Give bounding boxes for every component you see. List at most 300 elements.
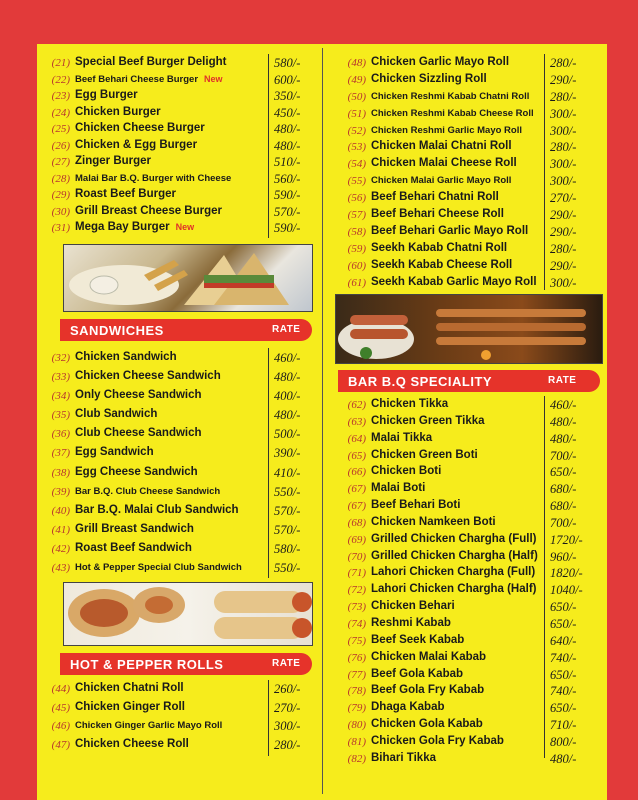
item-name-text: Beef Behari Boti — [371, 499, 461, 512]
item-number: (80) — [347, 719, 366, 732]
item-number: (61) — [347, 276, 366, 289]
item-number: (48) — [347, 57, 366, 69]
item-price: 500/- — [274, 427, 301, 442]
item-price: 390/- — [274, 446, 301, 461]
item-name — [371, 718, 483, 730]
menu-item — [42, 542, 312, 561]
item-name-text: Chicken Green Tikka — [371, 414, 485, 427]
menu-item — [338, 617, 600, 634]
item-number: (34) — [51, 390, 70, 403]
item-name — [75, 74, 223, 85]
item-price: 600/- — [274, 72, 301, 87]
item-number: (56) — [347, 192, 366, 205]
item-name — [75, 205, 222, 217]
item-number: (28) — [51, 172, 70, 185]
item-name — [75, 701, 185, 713]
item-name — [371, 566, 535, 578]
item-name-text: Chicken Green Boti — [371, 448, 478, 461]
item-name-text: Chicken Reshmi Garlic Mayo Roll — [371, 124, 522, 136]
menu-item — [338, 634, 600, 651]
item-price: 290/- — [550, 224, 577, 239]
item-price: 680/- — [550, 482, 577, 497]
menu-item — [42, 370, 312, 389]
item-price: 290/- — [550, 72, 577, 87]
item-name — [371, 516, 496, 528]
item-name-text: Egg Burger — [75, 89, 138, 101]
item-name — [371, 752, 436, 764]
item-name-text: Beef Gola Fry Kabab — [371, 684, 485, 697]
item-price: 510/- — [274, 155, 301, 169]
item-name — [75, 122, 205, 134]
menu-item — [42, 89, 312, 106]
item-price: 400/- — [274, 389, 301, 404]
item-name — [75, 155, 151, 167]
item-price: 480/- — [550, 414, 577, 429]
item-name — [75, 56, 226, 68]
item-price: 280/- — [550, 56, 577, 70]
item-name — [371, 191, 499, 203]
menu-item — [42, 73, 312, 90]
item-name-text: Chicken Cheese Roll — [75, 738, 189, 751]
item-number: (51) — [347, 107, 366, 120]
item-name — [75, 408, 157, 420]
bbq-title: BAR B.Q SPECIALITY — [348, 374, 493, 389]
item-name-text: Chicken Behari — [371, 600, 455, 613]
item-name-text: Beef Gola Kabab — [371, 667, 464, 680]
menu-item — [42, 485, 312, 504]
item-name-text: Only Cheese Sandwich — [75, 389, 202, 402]
menu-item — [42, 106, 312, 123]
sandwiches-header — [60, 319, 312, 341]
item-name-text: Reshmi Kabab — [371, 616, 451, 629]
item-price: 300/- — [550, 157, 577, 172]
item-name — [75, 389, 202, 401]
item-number: (52) — [347, 124, 366, 137]
item-name-text: Chicken Garlic Mayo Roll — [371, 56, 510, 68]
item-number: (47) — [51, 739, 70, 752]
item-price: 680/- — [550, 499, 577, 514]
menu-item — [338, 242, 600, 259]
item-price: 410/- — [274, 465, 301, 480]
item-name — [75, 504, 239, 516]
sandwich-list — [42, 351, 312, 580]
item-number: (79) — [347, 702, 366, 715]
item-price: 350/- — [274, 89, 301, 103]
menu-item — [338, 415, 600, 432]
item-number: (42) — [51, 542, 70, 555]
item-name-text: Roast Beef Sandwich — [75, 541, 192, 554]
menu-item — [338, 449, 600, 466]
item-number: (36) — [51, 428, 70, 441]
item-name-text: Beef Seek Kabab — [371, 633, 465, 646]
item-name — [371, 140, 512, 152]
item-name — [75, 542, 192, 554]
item-name-text: Chicken Gola Kabab — [371, 718, 483, 731]
item-name-text: Bihari Tikka — [371, 751, 436, 764]
item-number: (57) — [347, 209, 366, 222]
item-name-text: Malai Bar B.Q. Burger with Cheese — [75, 172, 232, 184]
item-name — [371, 125, 522, 136]
item-name — [75, 188, 176, 200]
item-number: (24) — [51, 106, 70, 119]
item-price: 280/- — [550, 140, 577, 155]
item-name-text: Club Cheese Sandwich — [75, 427, 202, 440]
item-name-text: Chicken Ginger Garlic Mayo Roll — [75, 720, 223, 732]
menu-item — [338, 600, 600, 617]
item-name-text: Beef Behari Chatni Roll — [371, 191, 499, 204]
menu-item — [338, 398, 600, 415]
item-number: (60) — [347, 259, 366, 272]
item-number: (55) — [347, 175, 366, 188]
item-number: (74) — [347, 617, 366, 630]
menu-item — [338, 259, 600, 276]
item-number: (49) — [347, 73, 366, 86]
item-name — [75, 351, 177, 363]
menu-item — [338, 668, 600, 685]
item-name-text: Beef Behari Cheese Burger — [75, 73, 199, 85]
item-number: (78) — [347, 685, 366, 698]
item-price: 580/- — [274, 56, 301, 70]
menu-item — [42, 221, 312, 238]
item-number: (65) — [347, 449, 366, 462]
item-name — [75, 466, 198, 478]
item-number: (21) — [51, 57, 70, 69]
item-name — [75, 139, 197, 151]
item-name — [371, 583, 537, 595]
menu-item — [42, 155, 312, 172]
item-name-text: Chicken Malai Garlic Mayo Roll — [371, 175, 512, 187]
item-price: 960/- — [550, 549, 577, 564]
item-name — [371, 684, 484, 696]
item-number: (62) — [347, 399, 366, 411]
item-name — [371, 415, 485, 427]
item-name-text: Chicken Tikka — [371, 398, 449, 410]
item-price: 270/- — [550, 191, 577, 206]
item-name-text: Egg Cheese Sandwich — [75, 465, 198, 478]
item-price: 650/- — [550, 600, 577, 615]
item-number: (66) — [347, 466, 366, 479]
item-name — [371, 668, 463, 680]
item-name-text: Chicken Boti — [371, 465, 442, 478]
menu-item — [42, 701, 312, 720]
menu-item — [338, 56, 600, 73]
sandwich-photo — [63, 244, 313, 312]
item-name-text: Dhaga Kabab — [371, 701, 445, 714]
item-name-text: Mega Bay Burger — [75, 221, 170, 233]
item-name-text: Chicken Ginger Roll — [75, 700, 185, 713]
item-price: 590/- — [274, 188, 301, 202]
item-price: 550/- — [274, 561, 301, 576]
menu-item — [42, 351, 312, 370]
item-price: 570/- — [274, 204, 301, 219]
item-number: (43) — [51, 562, 70, 575]
menu-item — [338, 157, 600, 174]
menu-item — [42, 172, 312, 189]
menu-item — [42, 466, 312, 485]
item-name — [371, 157, 517, 169]
item-name — [371, 259, 512, 271]
item-price: 450/- — [274, 105, 301, 120]
item-number: (68) — [347, 516, 366, 529]
item-number: (59) — [347, 242, 366, 255]
item-name-text: Chicken Chatni Roll — [75, 682, 184, 694]
item-price: 290/- — [550, 208, 577, 223]
item-name — [75, 682, 184, 694]
item-number: (31) — [51, 222, 70, 234]
menu-item — [338, 465, 600, 482]
item-name — [371, 91, 529, 102]
item-name — [371, 634, 464, 646]
menu-item — [42, 205, 312, 222]
item-number: (67) — [347, 483, 366, 496]
item-name-text: Chicken Malai Chatni Roll — [371, 140, 512, 153]
item-name — [371, 482, 425, 494]
menu-item — [338, 701, 600, 718]
item-name — [371, 208, 504, 220]
item-price: 740/- — [550, 684, 577, 699]
item-name — [371, 735, 504, 747]
item-number: (33) — [51, 371, 70, 384]
rolls-title: HOT & PEPPER ROLLS — [70, 657, 224, 672]
menu-item — [338, 718, 600, 735]
item-number: (26) — [51, 139, 70, 152]
menu-item — [42, 738, 312, 757]
menu-item — [42, 56, 312, 73]
item-price: 640/- — [550, 633, 577, 648]
item-name-text: Chicken Namkeen Boti — [371, 515, 496, 528]
item-name-text: Lahori Chicken Chargha (Half) — [371, 583, 537, 596]
item-name — [371, 73, 487, 85]
sandwiches-title: SANDWICHES — [70, 323, 164, 338]
item-name-text: Chicken Cheese Burger — [75, 122, 205, 134]
item-name — [75, 427, 202, 439]
item-price: 580/- — [274, 541, 301, 556]
item-name-text: Chicken Gola Fry Kabab — [371, 734, 504, 747]
item-name — [371, 108, 534, 119]
bbq-rate-label: RATE — [548, 375, 577, 386]
item-name-text: Grilled Chicken Chargha (Half) — [371, 549, 538, 562]
menu-item — [42, 504, 312, 523]
menu-item — [42, 682, 312, 701]
item-name-text: Chicken Reshmi Kabab Cheese Roll — [371, 107, 534, 119]
menu-item — [338, 73, 600, 90]
menu-item — [42, 139, 312, 156]
menu-item — [338, 191, 600, 208]
rolls-header — [60, 653, 312, 675]
item-name — [371, 175, 511, 186]
item-number: (72) — [347, 584, 366, 597]
menu-item — [338, 533, 600, 550]
item-price: 550/- — [274, 484, 301, 499]
menu-item — [338, 124, 600, 141]
item-name-text: Seekh Kabab Cheese Roll — [371, 258, 513, 271]
new-badge: New — [175, 222, 195, 232]
item-name — [371, 465, 441, 477]
item-name-text: Hot & Pepper Special Club Sandwich — [75, 562, 242, 574]
item-number: (45) — [51, 701, 70, 714]
menu-item — [338, 735, 600, 752]
item-number: (30) — [51, 205, 70, 218]
rolls-list — [42, 682, 312, 757]
item-name — [371, 276, 537, 288]
item-number: (71) — [347, 567, 366, 580]
item-name-text: Malai Boti — [371, 482, 426, 495]
item-name-text: Grilled Chicken Chargha (Full) — [371, 532, 537, 545]
menu-item — [42, 561, 312, 580]
item-name — [371, 550, 538, 562]
item-price: 570/- — [274, 522, 301, 537]
item-number: (38) — [51, 466, 70, 479]
item-name-text: Seekh Kabab Chatni Roll — [371, 241, 508, 254]
item-number: (44) — [51, 683, 70, 695]
item-name-text: Roast Beef Burger — [75, 188, 176, 200]
menu-item — [338, 566, 600, 583]
bbq-photo — [335, 294, 603, 364]
item-price: 300/- — [550, 123, 577, 138]
item-number: (27) — [51, 156, 70, 168]
item-name-text: Lahori Chicken Chargha (Full) — [371, 566, 536, 579]
item-name-text: Chicken Reshmi Kabab Chatni Roll — [371, 90, 530, 102]
item-price: 300/- — [550, 275, 577, 290]
item-price: 590/- — [274, 221, 301, 235]
rolls-list-continued — [338, 56, 600, 292]
item-number: (82) — [347, 752, 366, 765]
item-price: 1040/- — [550, 583, 583, 598]
item-price: 740/- — [550, 650, 577, 665]
item-name-text: Grill Breast Cheese Burger — [75, 204, 223, 217]
item-name-text: Grill Breast Sandwich — [75, 522, 194, 535]
item-number: (67) — [347, 500, 366, 513]
item-name — [75, 446, 154, 458]
item-name-text: Chicken Malai Kabab — [371, 650, 487, 663]
item-price: 280/- — [550, 89, 577, 104]
item-number: (40) — [51, 504, 70, 517]
item-name-text: Malai Tikka — [371, 431, 433, 444]
menu-item — [338, 583, 600, 600]
item-price: 480/- — [274, 122, 301, 136]
item-name — [75, 523, 194, 535]
column-divider — [322, 48, 323, 794]
item-name — [371, 617, 451, 629]
item-price: 800/- — [550, 734, 577, 749]
item-number: (25) — [51, 123, 70, 135]
menu-item — [42, 719, 312, 738]
item-name — [371, 449, 478, 461]
item-name — [371, 499, 460, 511]
item-name-text: Bar B.Q. Club Cheese Sandwich — [75, 485, 221, 497]
menu-item — [338, 550, 600, 567]
item-name — [75, 89, 138, 101]
item-number: (81) — [347, 735, 366, 748]
item-price: 480/- — [274, 408, 301, 423]
item-number: (22) — [51, 73, 70, 86]
item-number: (77) — [347, 668, 366, 681]
menu-item — [338, 225, 600, 242]
item-number: (41) — [51, 523, 70, 536]
item-name-text: Egg Sandwich — [75, 446, 154, 459]
item-price: 650/- — [550, 667, 577, 682]
item-number: (50) — [347, 90, 366, 103]
item-name-text: Chicken Malai Cheese Roll — [371, 157, 517, 170]
item-price: 300/- — [274, 719, 301, 734]
new-badge: New — [204, 73, 223, 84]
item-number: (32) — [51, 352, 70, 364]
item-name — [371, 600, 455, 612]
item-price: 260/- — [274, 682, 301, 696]
item-name — [371, 651, 486, 663]
item-price: 650/- — [550, 465, 577, 480]
item-name-text: Chicken Burger — [75, 105, 161, 118]
menu-item — [338, 482, 600, 499]
item-price: 480/- — [550, 431, 577, 446]
item-name-text: Chicken Sizzling Roll — [371, 72, 487, 85]
item-price: 480/- — [274, 370, 301, 385]
sandwiches-rate-label: RATE — [272, 324, 301, 335]
item-number: (63) — [347, 415, 366, 428]
menu-item — [338, 651, 600, 668]
item-number: (35) — [51, 409, 70, 422]
menu-item — [338, 90, 600, 107]
item-name-text: Chicken & Egg Burger — [75, 138, 198, 151]
item-price: 1820/- — [550, 566, 583, 581]
menu-item — [42, 408, 312, 427]
item-name-text: Chicken Cheese Sandwich — [75, 370, 221, 383]
menu-item — [338, 276, 600, 293]
bbq-header — [338, 370, 600, 392]
item-name-text: Zinger Burger — [75, 155, 152, 167]
item-name — [75, 221, 194, 233]
menu-item — [338, 499, 600, 516]
item-price: 570/- — [274, 503, 301, 518]
item-number: (37) — [51, 447, 70, 460]
item-number: (53) — [347, 141, 366, 154]
item-price: 480/- — [550, 751, 577, 766]
item-name-text: Chicken Sandwich — [75, 351, 177, 363]
item-name-text: Beef Behari Cheese Roll — [371, 208, 504, 221]
item-name-text: Beef Behari Garlic Mayo Roll — [371, 224, 529, 237]
item-name — [75, 173, 231, 184]
item-number: (76) — [347, 651, 366, 664]
item-price: 460/- — [274, 351, 301, 365]
menu-item — [42, 188, 312, 205]
item-name — [75, 720, 222, 731]
item-name — [371, 398, 448, 410]
item-name-text: Seekh Kabab Garlic Mayo Roll — [371, 275, 537, 288]
item-name — [371, 225, 528, 237]
item-price: 700/- — [550, 448, 577, 463]
item-price: 270/- — [274, 700, 301, 715]
menu-item — [338, 107, 600, 124]
item-name — [371, 533, 537, 545]
item-name-text: Club Sandwich — [75, 408, 158, 421]
item-price: 280/- — [274, 738, 301, 753]
burger-list — [42, 56, 312, 238]
rolls-rate-label: RATE — [272, 658, 301, 669]
item-price: 300/- — [550, 106, 577, 121]
item-price: 560/- — [274, 171, 301, 186]
menu-item — [338, 432, 600, 449]
item-number: (75) — [347, 634, 366, 647]
item-number: (73) — [347, 601, 366, 614]
item-name — [371, 56, 509, 68]
item-number: (46) — [51, 720, 70, 733]
menu-item — [42, 389, 312, 408]
item-price: 300/- — [550, 174, 577, 189]
item-name — [371, 432, 432, 444]
menu-item — [338, 208, 600, 225]
item-number: (64) — [347, 432, 366, 445]
item-name — [75, 486, 220, 497]
